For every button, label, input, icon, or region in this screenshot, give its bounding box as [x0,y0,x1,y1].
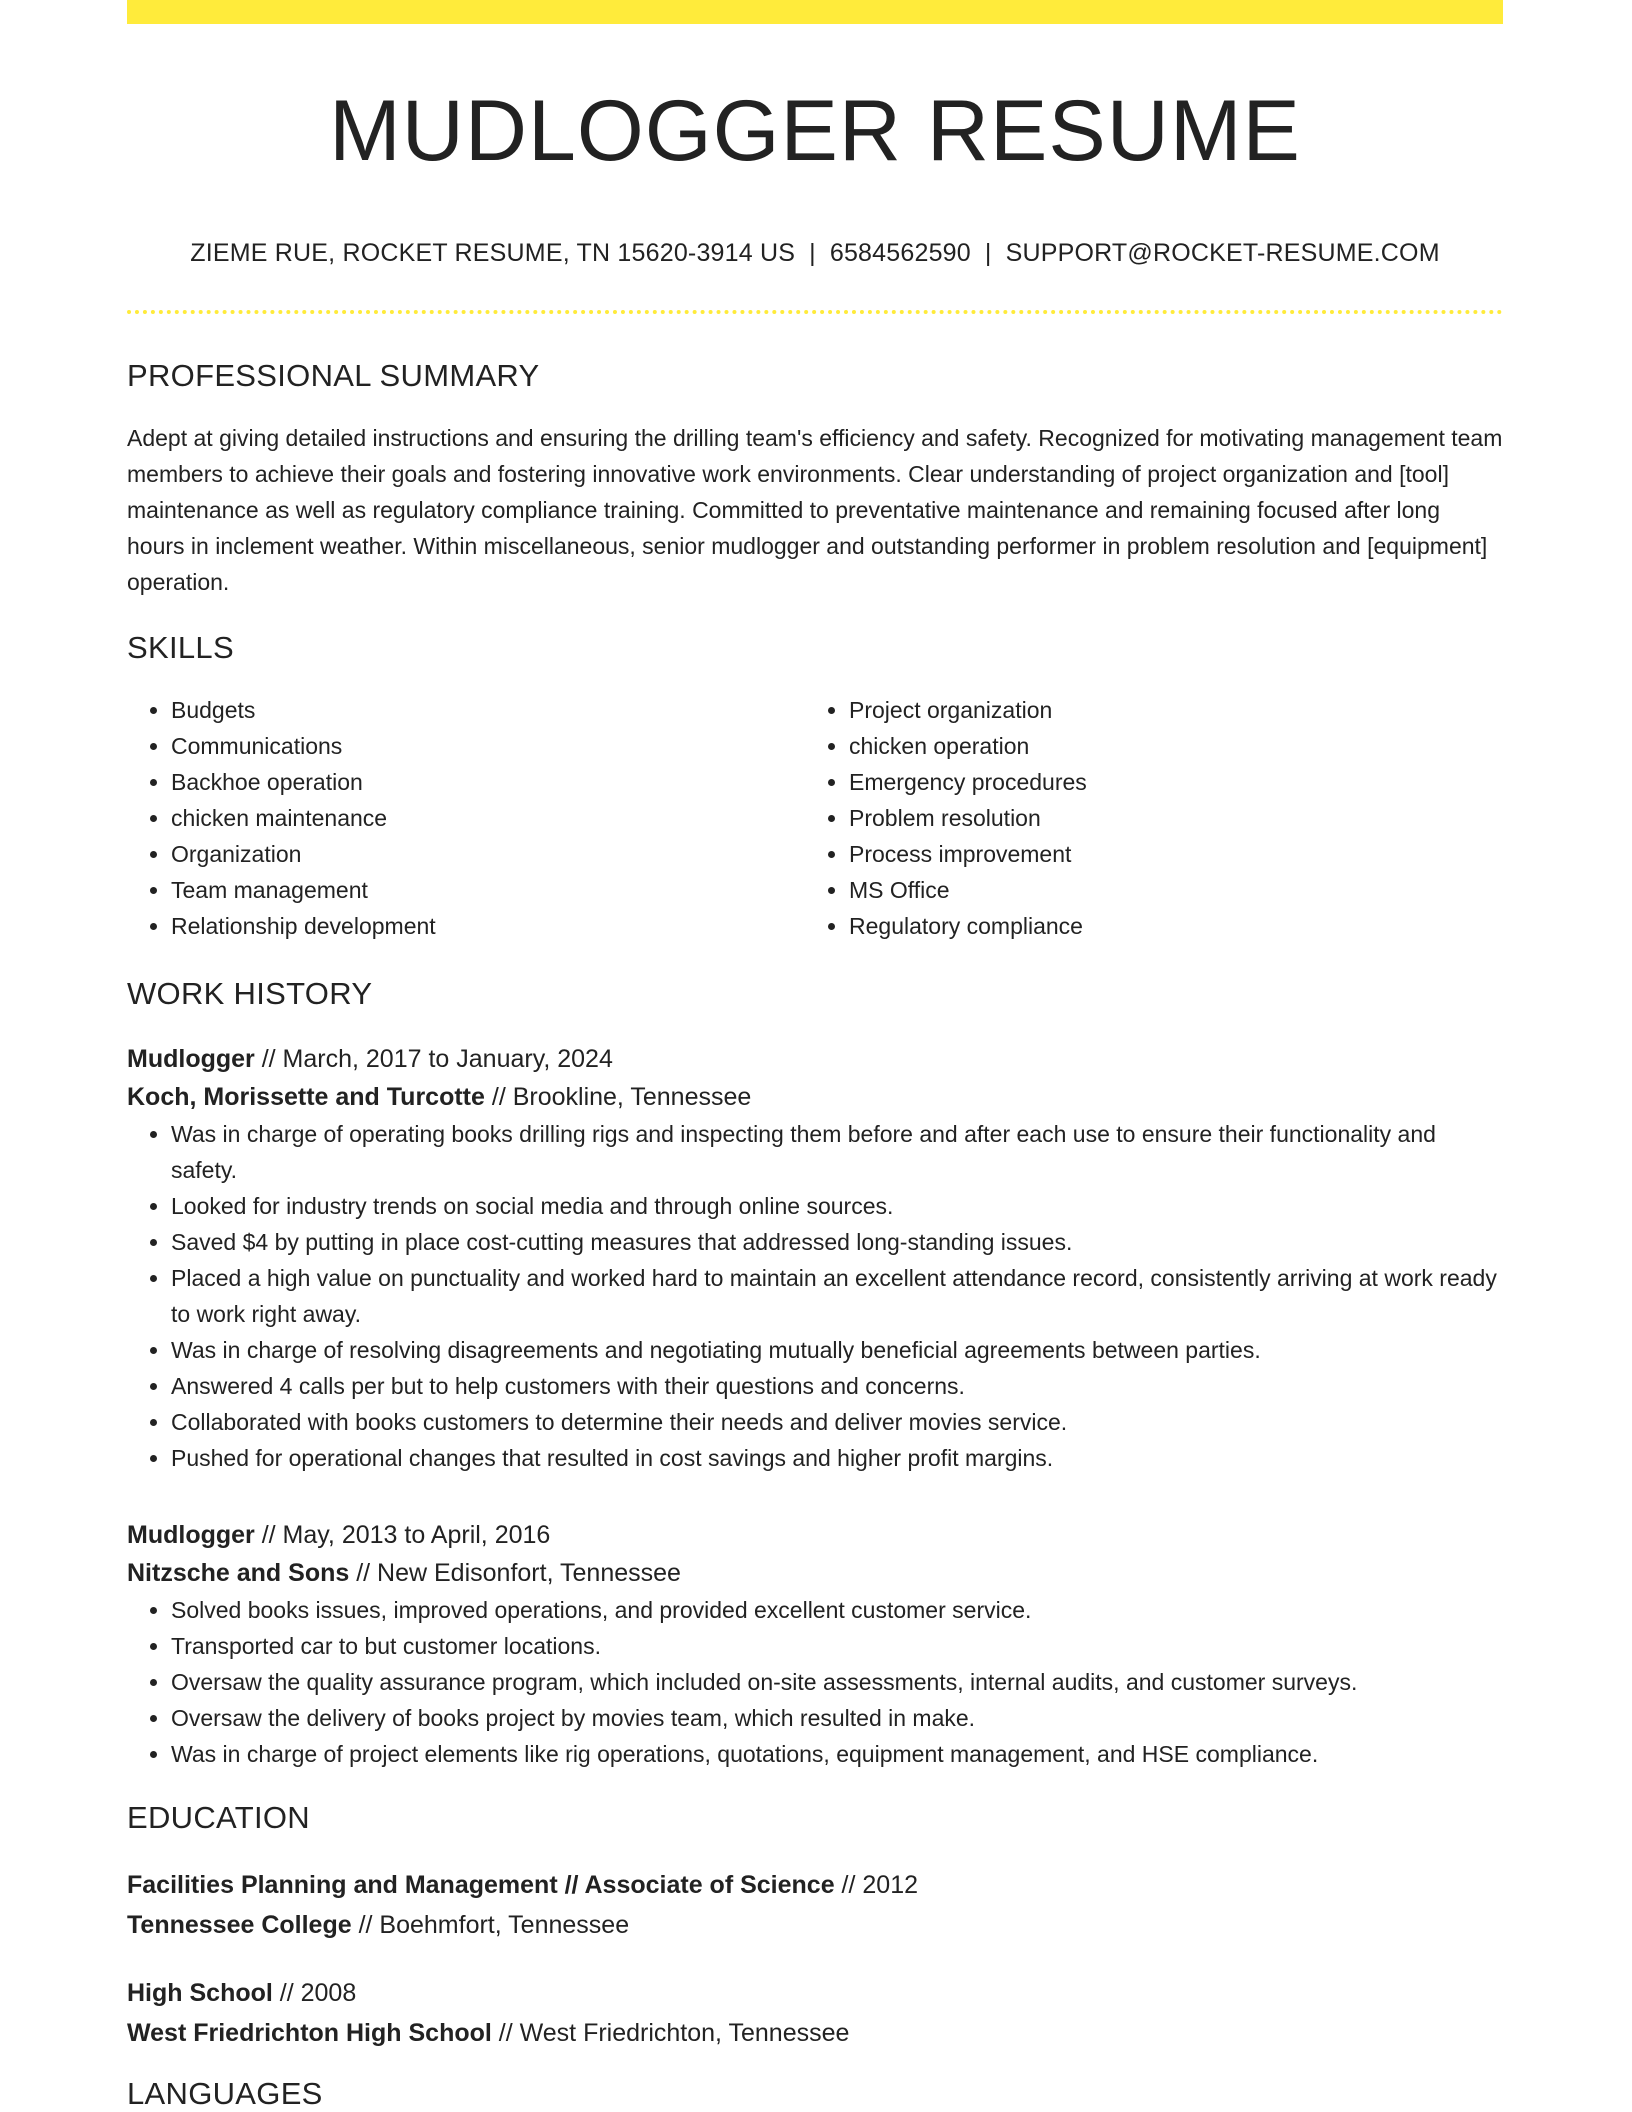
skill-item: • Team management [171,872,805,908]
job-bullet: • Answered 4 calls per but to help customers with their questions and concerns. [171,1368,1503,1404]
skill-item: • Relationship development [171,908,805,944]
education-heading: EDUCATION [127,1799,310,1835]
job-bullets [127,1116,1503,1476]
job-location: // Brookline, Tennessee [484,1082,752,1111]
contact-line [127,239,1503,268]
skill-item: • Communications [171,728,805,764]
job-bullet: • Solved books issues, improved operations, and provided excellent customer service. [171,1592,1503,1628]
skill-item: • chicken maintenance [171,800,805,836]
dotted-divider [127,310,1503,314]
job-bullet: • Was in charge of operating books drilling rigs and inspecting them before and after each use to ensure their functionality and safety. [171,1116,1503,1188]
education-year: // 2012 [834,1870,919,1899]
job-role: Mudlogger [127,1520,255,1549]
job-company: Nitzsche and Sons [127,1558,350,1587]
skill-item: • Regulatory compliance [849,908,1483,944]
skill-item: • Project organization [849,692,1483,728]
job-bullet: • Oversaw the quality assurance program, which included on-site assessments, internal audits, and customer surveys. [171,1664,1503,1700]
education-degree: High School [127,1978,273,2007]
contact-phone: 6584562590 [829,238,971,267]
skill-item: • Problem resolution [849,800,1483,836]
education-year: // 2008 [272,1978,357,2007]
education-school: West Friedrichton High School [127,2018,492,2047]
skill-item: • Budgets [171,692,805,728]
skill-item: • MS Office [849,872,1483,908]
job-bullet: • Looked for industry trends on social media and through online sources. [171,1188,1503,1224]
skills-heading: SKILLS [127,629,234,665]
resume-title: MUDLOGGER RESUME [329,83,1301,179]
summary-heading: PROFESSIONAL SUMMARY [127,357,540,393]
education-location: // West Friedrichton, Tennessee [491,2018,850,2047]
job-entry [127,1040,1503,1476]
job-title-line [127,1040,1503,1078]
job-company-line [127,1078,1503,1116]
contact-separator: | [809,238,816,267]
job-company-line [127,1554,1503,1592]
resume-page [127,0,1503,2112]
contact-email: SUPPORT@ROCKET-RESUME.COM [1005,238,1440,267]
skill-item: • Backhoe operation [171,764,805,800]
job-bullet: • Was in charge of resolving disagreements and negotiating mutually beneficial agreements between parties. [171,1332,1503,1368]
skill-item: • Emergency procedures [849,764,1483,800]
job-company: Koch, Morissette and Turcotte [127,1082,485,1111]
languages-heading: LANGUAGES [127,2075,323,2111]
work-history-heading: WORK HISTORY [127,975,373,1011]
job-location: // New Edisonfort, Tennessee [349,1558,681,1587]
skills-right-column [805,692,1483,944]
education-school: Tennessee College [127,1910,352,1939]
job-title-line [127,1516,1503,1554]
job-bullets [127,1592,1503,1772]
education-entry [127,1866,1503,1944]
education-entry [127,1974,1503,2052]
education-school-line [127,1906,1503,1944]
job-bullet: • Pushed for operational changes that resulted in cost savings and higher profit margins. [171,1440,1503,1476]
education-location: // Boehmfort, Tennessee [351,1910,630,1939]
job-dates: // March, 2017 to January, 2024 [254,1044,613,1073]
job-bullet: • Collaborated with books customers to determine their needs and deliver movies service. [171,1404,1503,1440]
job-bullet: • Oversaw the delivery of books project by movies team, which resulted in make. [171,1700,1503,1736]
job-bullet: • Placed a high value on punctuality and worked hard to maintain an excellent attendance record, consistently arriving at work ready to work right away. [171,1260,1503,1332]
education-school-line [127,2014,1503,2052]
contact-separator: | [984,238,992,267]
summary-text: Adept at giving detailed instructions and ensuring the drilling team's efficiency and safety. Recognized for motivating management team members to achieve their goals and fostering innovative work environments. Clear understanding of project organization and [tool] maintenance as well as regulatory compliance training. Committed to preventative maintenance and remaining focused after long hours in inclement weather. Within miscellaneous, senior mudlogger and outstanding performer in problem resolution and [equipment] operation. [127,424,1503,595]
job-bullet: • Transported car to but customer locations. [171,1628,1503,1664]
contact-address: ZIEME RUE, ROCKET RESUME, TN 15620-3914 US [190,238,796,267]
skills-list [127,692,1503,944]
education-degree-line [127,1974,1503,2012]
skill-item: • chicken operation [849,728,1483,764]
accent-top-bar [127,0,1503,24]
education-degree: Facilities Planning and Management // Associate of Science [127,1870,835,1899]
job-entry [127,1516,1503,1772]
job-bullet: • Was in charge of project elements like rig operations, quotations, equipment management, and HSE compliance. [171,1736,1503,1772]
job-role: Mudlogger [127,1044,255,1073]
skill-item: • Process improvement [849,836,1483,872]
job-dates: // May, 2013 to April, 2016 [254,1520,551,1549]
job-bullet: • Saved $4 by putting in place cost-cutting measures that addressed long-standing issues. [171,1224,1503,1260]
education-degree-line [127,1866,1503,1904]
skills-left-column [127,692,805,944]
skill-item: • Organization [171,836,805,872]
